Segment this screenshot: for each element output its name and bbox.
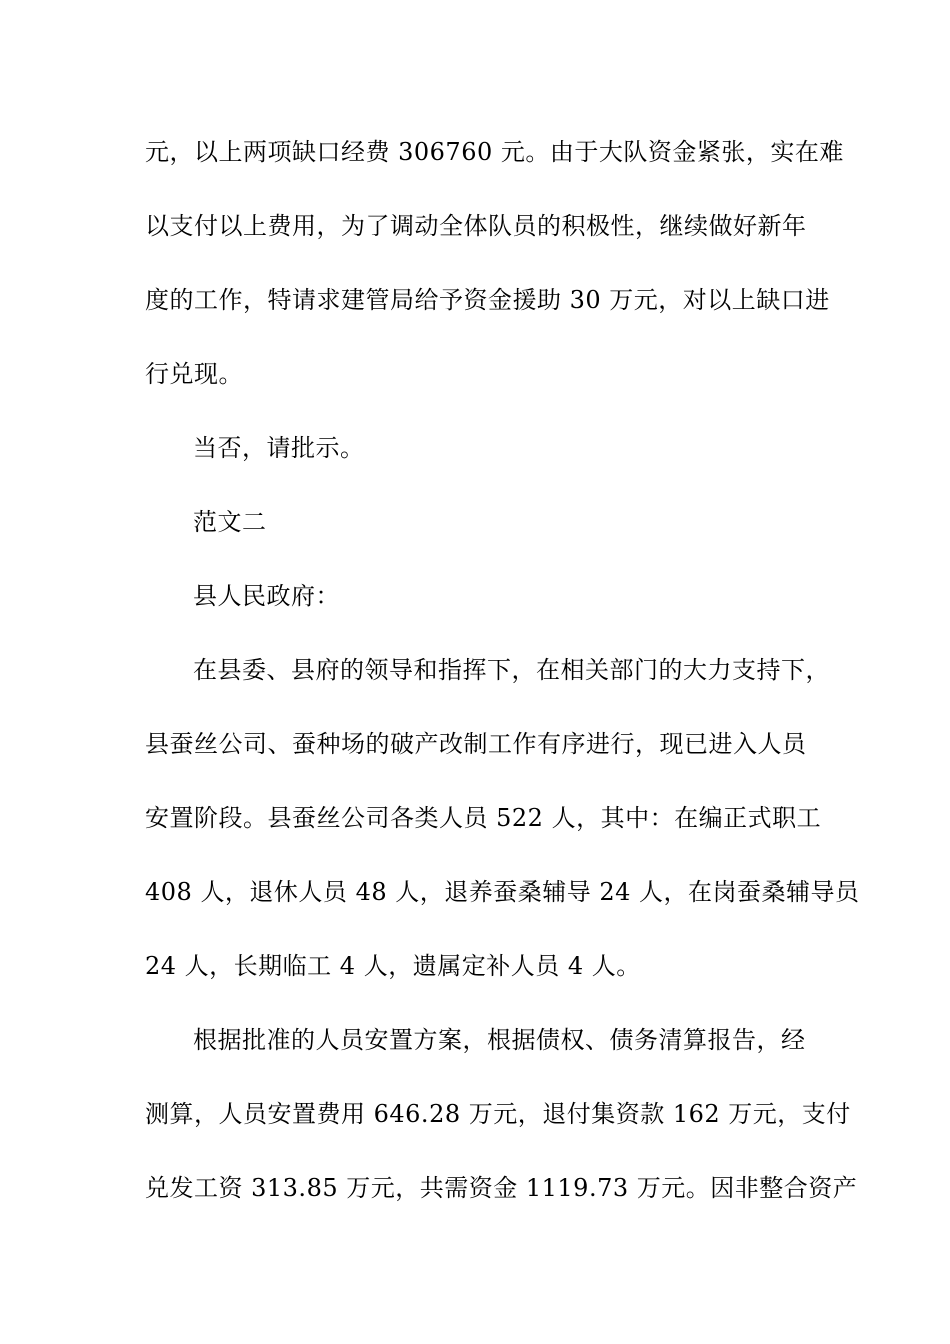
- text-line-5: 当否，请批示。: [193, 434, 365, 462]
- text-line-11: 408 人，退休人员 48 人，退养蚕桑辅导 24 人，在岗蚕桑辅导员: [145, 878, 860, 906]
- text-line-13: 根据批准的人员安置方案，根据债权、债务清算报告，经: [193, 1026, 806, 1054]
- text-line-4: 行兑现。: [145, 360, 243, 388]
- salutation: 县人民政府：: [193, 582, 340, 610]
- section-heading: 范文二: [193, 508, 267, 536]
- text-line-12: 24 人，长期临工 4 人，遗属定补人员 4 人。: [145, 952, 641, 980]
- text-line-1: 元，以上两项缺口经费 306760 元。由于大队资金紧张，实在难: [145, 138, 844, 166]
- text-line-14: 测算，人员安置费用 646.28 万元，退付集资款 162 万元，支付: [145, 1100, 851, 1128]
- text-line-2: 以支付以上费用，为了调动全体队员的积极性，继续做好新年: [145, 212, 807, 240]
- text-line-3: 度的工作，特请求建管局给予资金援助 30 万元，对以上缺口进: [145, 286, 830, 314]
- text-line-10: 安置阶段。县蚕丝公司各类人员 522 人，其中：在编正式职工: [145, 804, 822, 832]
- text-line-9: 县蚕丝公司、蚕种场的破产改制工作有序进行，现已进入人员: [145, 730, 807, 758]
- text-line-8: 在县委、县府的领导和指挥下，在相关部门的大力支持下，: [193, 656, 830, 684]
- document-page: [145, 122, 860, 1232]
- text-line-15: 兑发工资 313.85 万元，共需资金 1119.73 万元。因非整合资产: [145, 1174, 858, 1202]
